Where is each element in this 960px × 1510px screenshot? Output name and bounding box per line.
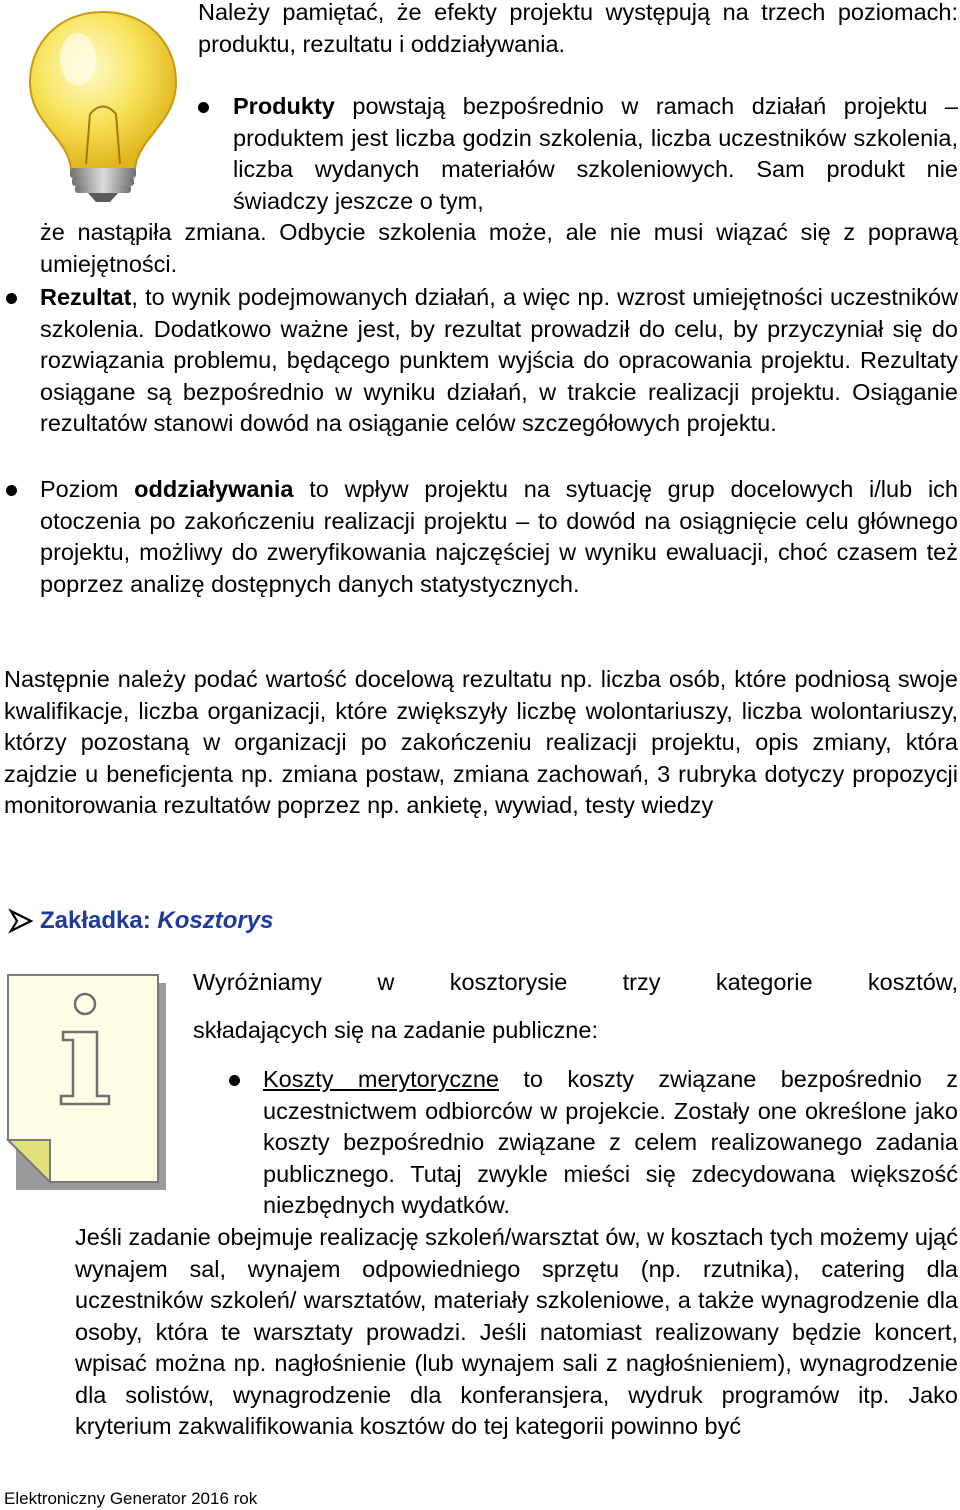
bullet-produkty-continuation: że nastąpiła zmiana. Odbycie szkolenia może, ale nie musi wiązać się z poprawą umiejętności. — [40, 219, 958, 277]
kosztorys-continuation: Jeśli zadanie obejmuje realizację szkoleń/warsztat ów, w kosztach tych możemy ująć wynajem sal, wynajem odpowiedniego sprzętu (np. rzutnika), catering dla uczestników szkoleń/ warsztatów, materiały szkoleniowe, a także wynagrodzenie dla osoby, która te warsztaty prowadzi. Jeśli natomiast realizowany będzie koncert, wpisać można np. nagłośnienie (lub wynajem sali z nagłośnieniem), wynagrodzenie dla solistów, wynagrodzenie dla konferansjera, wydruk programów itp. Jako kryterium zakwalifikowania kosztów do tej kategorii powinno być — [75, 1224, 958, 1439]
rezultat-text: , to wynik podejmowanych działań, a więc np. wzrost umiejętności uczestników szkolenia. Dodatkowo ważne jest, by rezultat prowadził do celu, by przyczyniał się do rozwiązania problemu, będącego punktem wyjścia do opracowania projektu. Rezultaty osiągane są bezpośrednio w wyniku działań, w trakcie realizacji projektu. Osiąganie rezultatów stanowi dowód na osiąganie celów szczegółowych projektu. — [40, 284, 958, 436]
page-footer: Elektroniczny Generator 2016 rok — [4, 1489, 258, 1508]
bullet-dot — [229, 1075, 240, 1086]
section-label: Zakładka: — [40, 907, 158, 934]
koszty-merytoryczne-text: to koszty związane bezpośrednio z uczestnictwem odbiorców w projekcie. Zostały one określone jako koszty bezpośrednio związane z celem realizowanego zadania publicznego. Tutaj zwykle mieści się zdecydowana większość niezbędnych wydatków. — [263, 1066, 958, 1218]
oddzialywanie-label: oddziaływania — [134, 476, 294, 502]
produkty-text: powstają bezpośrednio w ramach działań projektu – produktem jest liczba godzin szkolenia, liczba uczestników szkolenia, liczba wydanych materiałów szkoleniowych. Sam produkt nie świadczy jeszcze o tym, — [233, 93, 958, 214]
poziom-text: to wpływ projektu na sytuację grup docelowych i/lub ich otoczenia po zakończeniu realizacji projektu – to dowód na osiągnięcie celu głównego projektu, możliwy do zweryfikowania najczęściej w wyniku ewaluacji, choć czasem też poprzez analizę dostępnych danych statystycznych. — [40, 476, 958, 597]
bullet-produkty — [233, 91, 958, 217]
bullet-dot — [198, 102, 209, 113]
poziom-pre: Poziom — [40, 476, 135, 502]
section-title: Kosztorys — [157, 907, 274, 934]
kosztorys-line-1: Wyróżniamy w kosztorysie trzy kategorie kosztów, — [193, 969, 958, 995]
produkty-label: Produkty — [233, 93, 335, 119]
bullet-koszty-merytoryczne — [263, 1064, 958, 1222]
bullet-rezultat — [40, 282, 958, 440]
kosztorys-line-2: składających się na zadanie publiczne: — [193, 1017, 598, 1043]
bullet-dot — [6, 293, 17, 304]
koszty-merytoryczne-label: Koszty merytoryczne — [263, 1066, 499, 1092]
bullet-oddzialywanie — [40, 474, 958, 600]
info-note-icon — [5, 972, 170, 1194]
lightbulb-icon — [18, 4, 188, 204]
section-heading — [40, 901, 273, 941]
next-paragraph: Następnie należy podać wartość docelową rezultatu np. liczba osób, które podniosą swoje kwalifikacje, liczba organizacji, które zwiększyły liczbę wolontariuszy, liczba wolontariuszy, którzy pozostaną w organizacji po zakończeniu realizacji projektu, opis zmiany, która zajdzie u beneficjenta np. zmiana postaw, zmiana zachowań, 3 rubryka dotyczy propozycji monitorowania rezultatów poprzez np. ankietę, wywiad, testy wiedzy — [4, 666, 958, 818]
arrow-bullet-icon — [8, 908, 34, 934]
rezultat-label: Rezultat — [40, 284, 132, 310]
bullet-dot — [6, 485, 17, 496]
intro-paragraph: Należy pamiętać, że efekty projektu występują na trzech poziomach: produktu, rezultatu i oddziaływania. — [198, 0, 958, 57]
